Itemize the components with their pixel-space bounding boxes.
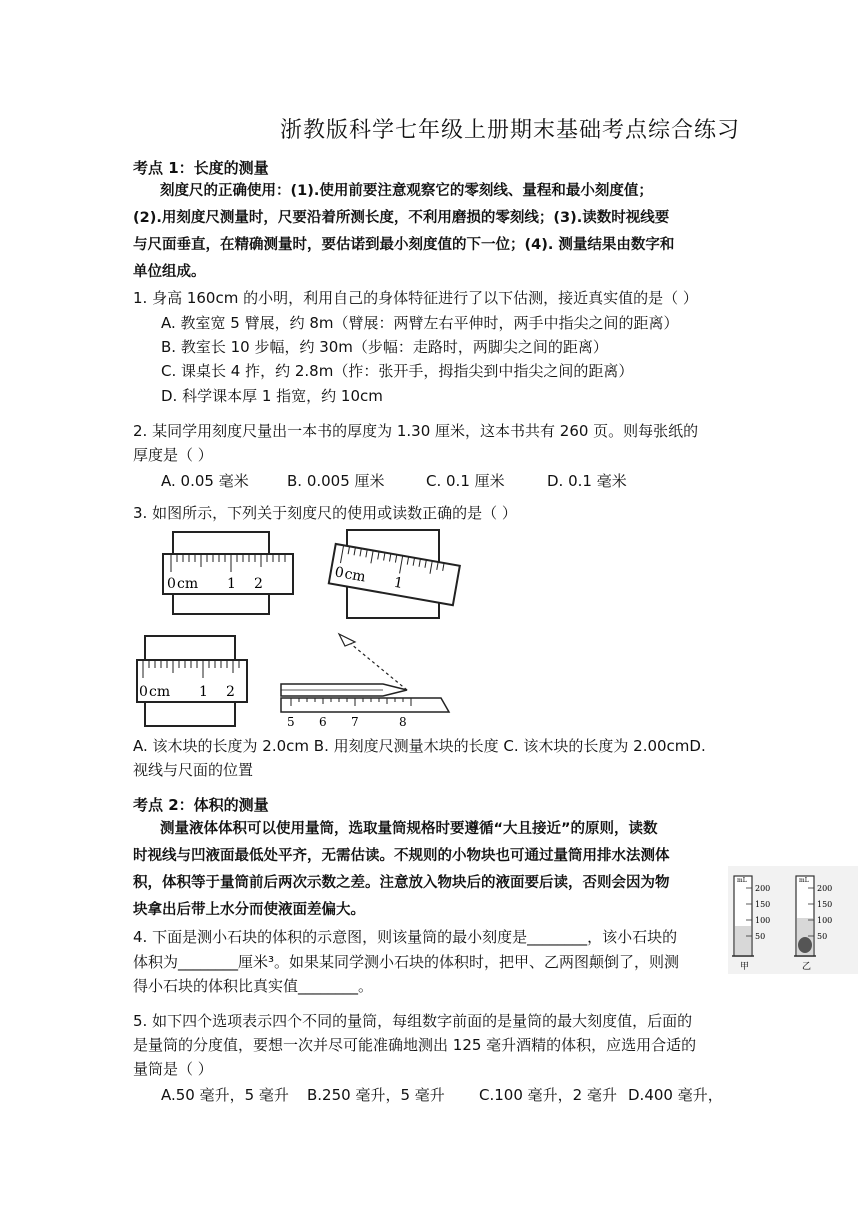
ruler-c-unit: cm (149, 684, 171, 700)
ruler-a-one: 1 (227, 576, 236, 592)
ruler-a-unit: cm (177, 576, 199, 592)
ruler-d-label-7: 7 (351, 715, 359, 729)
q2-option-b: B. 0.005 厘米 (287, 472, 385, 490)
q1-option-c: C. 课桌长 4 拃，约 2.8m（拃：张开手，拇指尖到中指尖之间的距离） (161, 362, 634, 380)
ruler-d-label-8: 8 (399, 715, 407, 729)
q3-answer-line2: 视线与尺面的位置 (133, 761, 254, 779)
ruler-c-two: 2 (226, 684, 235, 700)
ruler-b-one: 1 (392, 574, 405, 593)
q5-option-d: D.400 毫升， (628, 1086, 723, 1104)
cylinder-yi-tick-50: 50 (817, 932, 828, 941)
q4-cylinder-figure (728, 866, 858, 974)
q5-option-a: A.50 毫升，5 毫升 (161, 1086, 289, 1104)
ruler-figure-d (281, 634, 449, 729)
ruler-c-one: 1 (199, 684, 208, 700)
section2-summary-line4: 块拿出后带上水分而使液面差偏大。 (133, 902, 365, 918)
q3-stem: 3. 如图所示，下列关于刻度尺的使用或读数正确的是（ ） (133, 504, 517, 522)
q1-option-b: B. 教室长 10 步幅，约 30m（步幅：走路时，两脚尖之间的距离） (161, 338, 608, 356)
section2-summary-line3: 积，体积等于量筒前后两次示数之差。注意放入物块后的液面要后读，否则会因为物 (133, 875, 670, 891)
q5-stem-line2: 是量筒的分度值，要想一次并尽可能准确地测出 125 毫升酒精的体积，应选用合适的 (133, 1036, 697, 1054)
q4-stem-line3: 得小石块的体积比真实值________。 (133, 977, 374, 995)
q2-option-d: D. 0.1 毫米 (547, 472, 627, 490)
cylinder-jia-tick-100: 100 (755, 916, 771, 925)
q4-stem-line2: 体积为________厘米³。如果某同学测小石块的体积时，把甲、乙两图颠倒了，则测 (133, 953, 680, 971)
document-title: 浙教版科学七年级上册期末基础考点综合练习 (279, 118, 740, 143)
cylinder-yi-tick-100: 100 (817, 916, 833, 925)
q2-stem-line2: 厚度是（ ） (133, 446, 213, 464)
ruler-c-zero: 0 (139, 684, 148, 700)
q5-option-b: B.250 毫升，5 毫升 (307, 1086, 445, 1104)
q5-stem-line3: 量筒是（ ） (133, 1060, 213, 1078)
section1-summary-line3: 与尺面垂直，在精确测量时，要估诺到最小刻度值的下一位；(4). 测量结果由数字和 (133, 237, 675, 253)
section2-heading: 考点 2：体积的测量 (133, 796, 269, 814)
section2-summary-line2: 时视线与凹液面最低处平齐，无需估读。不规则的小物块也可通过量筒用排水法测体 (133, 848, 670, 864)
q3-ruler-figure (133, 526, 463, 731)
cylinder-jia-tick-150: 150 (755, 900, 771, 909)
q2-option-c: C. 0.1 厘米 (426, 472, 505, 490)
q2-stem-line1: 2. 某同学用刻度尺量出一本书的厚度为 1.30 厘米，这本书共有 260 页。则每张纸的 (133, 422, 699, 440)
cylinder-jia-label: 甲 (740, 962, 750, 972)
section1-summary-line2: (2).用刻度尺测量时，尺要沿着所测长度，不利用磨损的零刻线；(3).读数时视线要 (133, 210, 670, 226)
section1-heading: 考点 1：长度的测量 (133, 159, 269, 177)
q2-option-a: A. 0.05 毫米 (161, 472, 249, 490)
cylinder-jia-tick-50: 50 (755, 932, 766, 941)
ruler-figure-c (137, 636, 247, 726)
q1-option-a: A. 教室宽 5 臂展，约 8m（臂展：两臂左右平伸时，两手中指尖之间的距离） (161, 314, 679, 332)
cylinder-jia-tick-200: 200 (755, 884, 771, 893)
ruler-figure-b (329, 530, 460, 618)
q5-stem-line1: 5. 如下四个选项表示四个不同的量筒，每组数字前面的是量筒的最大刻度值，后面的 (133, 1012, 693, 1030)
ruler-a-zero: 0 (167, 576, 176, 592)
ruler-d-label-6: 6 (319, 715, 327, 729)
q1-option-d: D. 科学课本厚 1 指宽，约 10cm (161, 387, 383, 405)
section1-summary-line4: 单位组成。 (133, 264, 206, 280)
cylinder-yi-label: 乙 (802, 962, 812, 972)
cylinder-yi-tick-150: 150 (817, 900, 833, 909)
ruler-b-zero: 0 (333, 564, 345, 582)
ruler-figure-a (163, 532, 293, 614)
ruler-a-two: 2 (254, 576, 263, 592)
cylinder-jia-unit: mL (737, 877, 747, 884)
q5-option-c: C.100 毫升，2 毫升 (479, 1086, 617, 1104)
section2-summary-line1: 测量液体体积可以使用量筒，选取量筒规格时要遵循“大且接近”的原则，读数 (160, 821, 658, 837)
q4-stem-line1: 4. 下面是测小石块的体积的示意图，则该量筒的最小刻度是________，该小石块的 (133, 928, 678, 946)
section1-summary-line1: 刻度尺的正确使用：(1).使用前要注意观察它的零刻线、量程和最小刻度值； (160, 183, 653, 199)
ruler-d-label-5: 5 (287, 715, 295, 729)
cylinder-yi-tick-200: 200 (817, 884, 833, 893)
q1-stem: 1. 身高 160cm 的小明，利用自己的身体特征进行了以下估测，接近真实值的是（ ） (133, 289, 698, 307)
cylinder-yi-unit: mL (799, 877, 809, 884)
ruler-b-unit: cm (343, 566, 367, 586)
q3-answer-line1: A. 该木块的长度为 2.0cm B. 用刻度尺测量木块的长度 C. 该木块的长度为 2.00cmD. (133, 737, 706, 755)
